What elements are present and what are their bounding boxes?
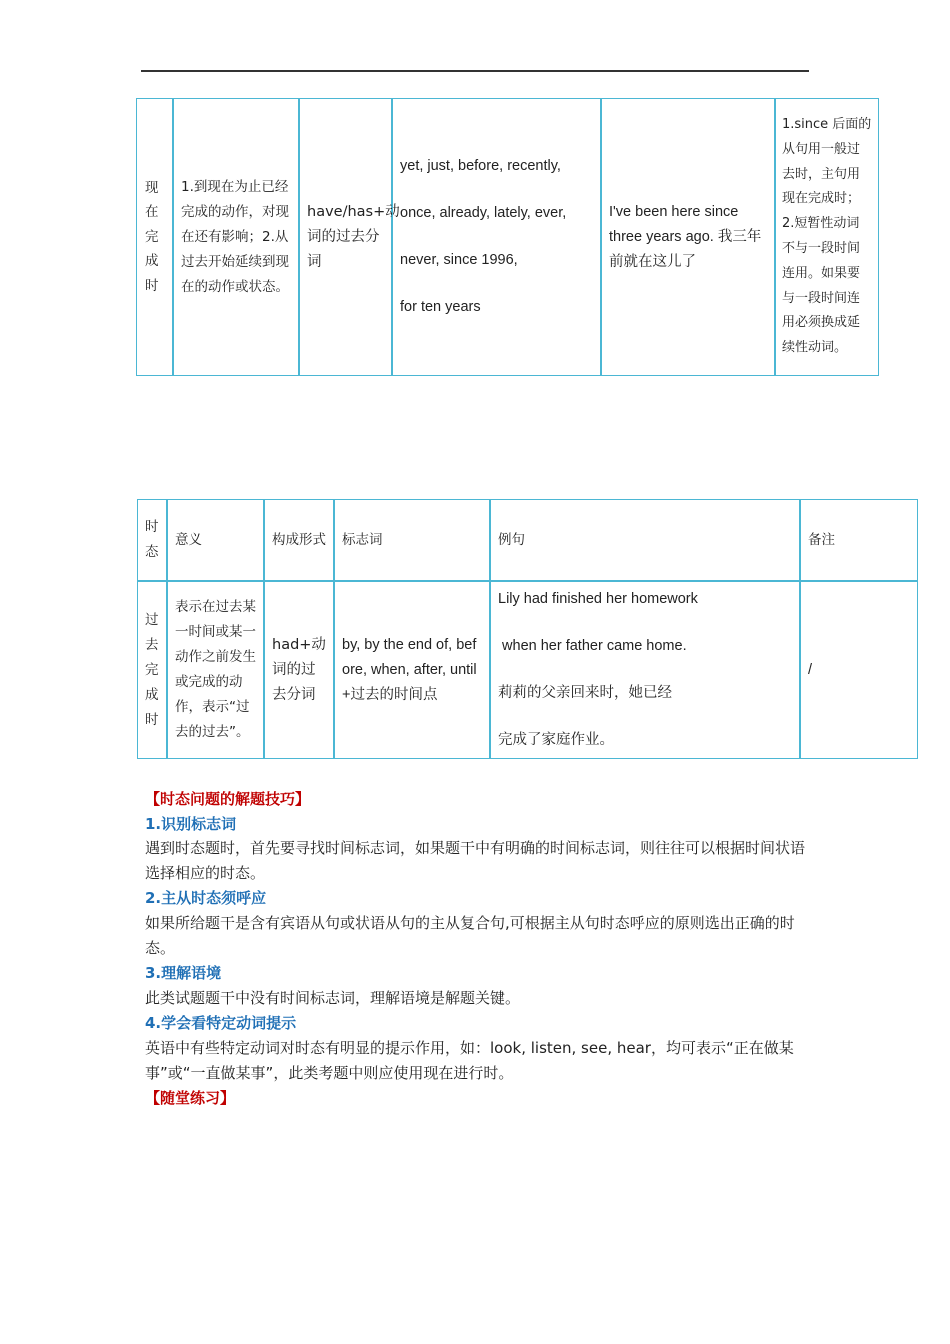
header-meaning: 意义 bbox=[167, 499, 264, 581]
tip2-body: 如果所给题干是含有宾语从句或状语从句的主从复合句,可根据主从句时态呼应的原则选出正确的时态。 bbox=[145, 914, 795, 957]
tip1-heading: 1.识别标志词 bbox=[145, 815, 237, 833]
tips-title: 【时态问题的解题技巧】 bbox=[145, 790, 311, 808]
cell-markers bbox=[392, 98, 601, 376]
tip3-heading: 3.理解语境 bbox=[145, 964, 222, 982]
tip4-body: 英语中有些特定动词对时态有明显的提示作用，如：look, listen, see, hear，均可表示“正在做某事”或“一直做某事”，此类考题中则应使用现在进行时。 bbox=[145, 1039, 794, 1082]
cell-tense: 过去完成时 bbox=[137, 581, 167, 759]
header-note: 备注 bbox=[800, 499, 918, 581]
example-line: 完成了家庭作业。 bbox=[498, 732, 614, 748]
header-form: 构成形式 bbox=[264, 499, 334, 581]
tip2-heading: 2.主从时态须呼应 bbox=[145, 889, 267, 907]
cell-meaning: 表示在过去某一时间或某一动作之前发生或完成的动作，表示“过去的过去”。 bbox=[167, 581, 264, 759]
example-line: Lily had finished her homework bbox=[498, 591, 698, 607]
cell-tense: 现在完成时 bbox=[136, 98, 173, 376]
example-line: when her father came home. bbox=[498, 638, 687, 654]
marker-line: for ten years bbox=[400, 299, 481, 315]
practice-title: 【随堂练习】 bbox=[145, 1089, 236, 1107]
cell-example bbox=[490, 581, 800, 759]
cell-note: 1.since 后面的从句用一般过去时，主句用现在完成时；2.短暂性动词不与一段时间连用。如果要与一段时间连用必须换成延续性动词。 bbox=[775, 98, 879, 376]
header-example: 例句 bbox=[490, 499, 800, 581]
header-markers: 标志词 bbox=[334, 499, 490, 581]
marker-line: never, since 1996, bbox=[400, 252, 518, 268]
cell-example: I've been here since three years ago. 我三年前就在这儿了 bbox=[601, 98, 775, 376]
marker-line: yet, just, before, recently, bbox=[400, 158, 561, 174]
cell-note: / bbox=[800, 581, 918, 759]
cell-form: had+动词的过去分词 bbox=[264, 581, 334, 759]
cell-form: have/has+动词的过去分词 bbox=[299, 98, 392, 376]
marker-line: once, already, lately, ever, bbox=[400, 205, 567, 221]
tip4-heading: 4.学会看特定动词提示 bbox=[145, 1014, 297, 1032]
tip3-body: 此类试题题干中没有时间标志词，理解语境是解题关键。 bbox=[145, 989, 521, 1007]
tip1-body: 遇到时态题时，首先要寻找时间标志词，如果题干中有明确的时间标志词，则往往可以根据时间状语选择相应的时态。 bbox=[145, 839, 806, 882]
header-tense: 时态 bbox=[137, 499, 167, 581]
example-line: 莉莉的父亲回来时，她已经 bbox=[498, 685, 672, 701]
header-rule bbox=[141, 70, 809, 72]
cell-meaning: 1.到现在为止已经完成的动作，对现在还有影响；2.从过去开始延续到现在的动作或状态。 bbox=[173, 98, 299, 376]
cell-markers: by, by the end of, before, when, after, until+过去的时间点 bbox=[334, 581, 490, 759]
